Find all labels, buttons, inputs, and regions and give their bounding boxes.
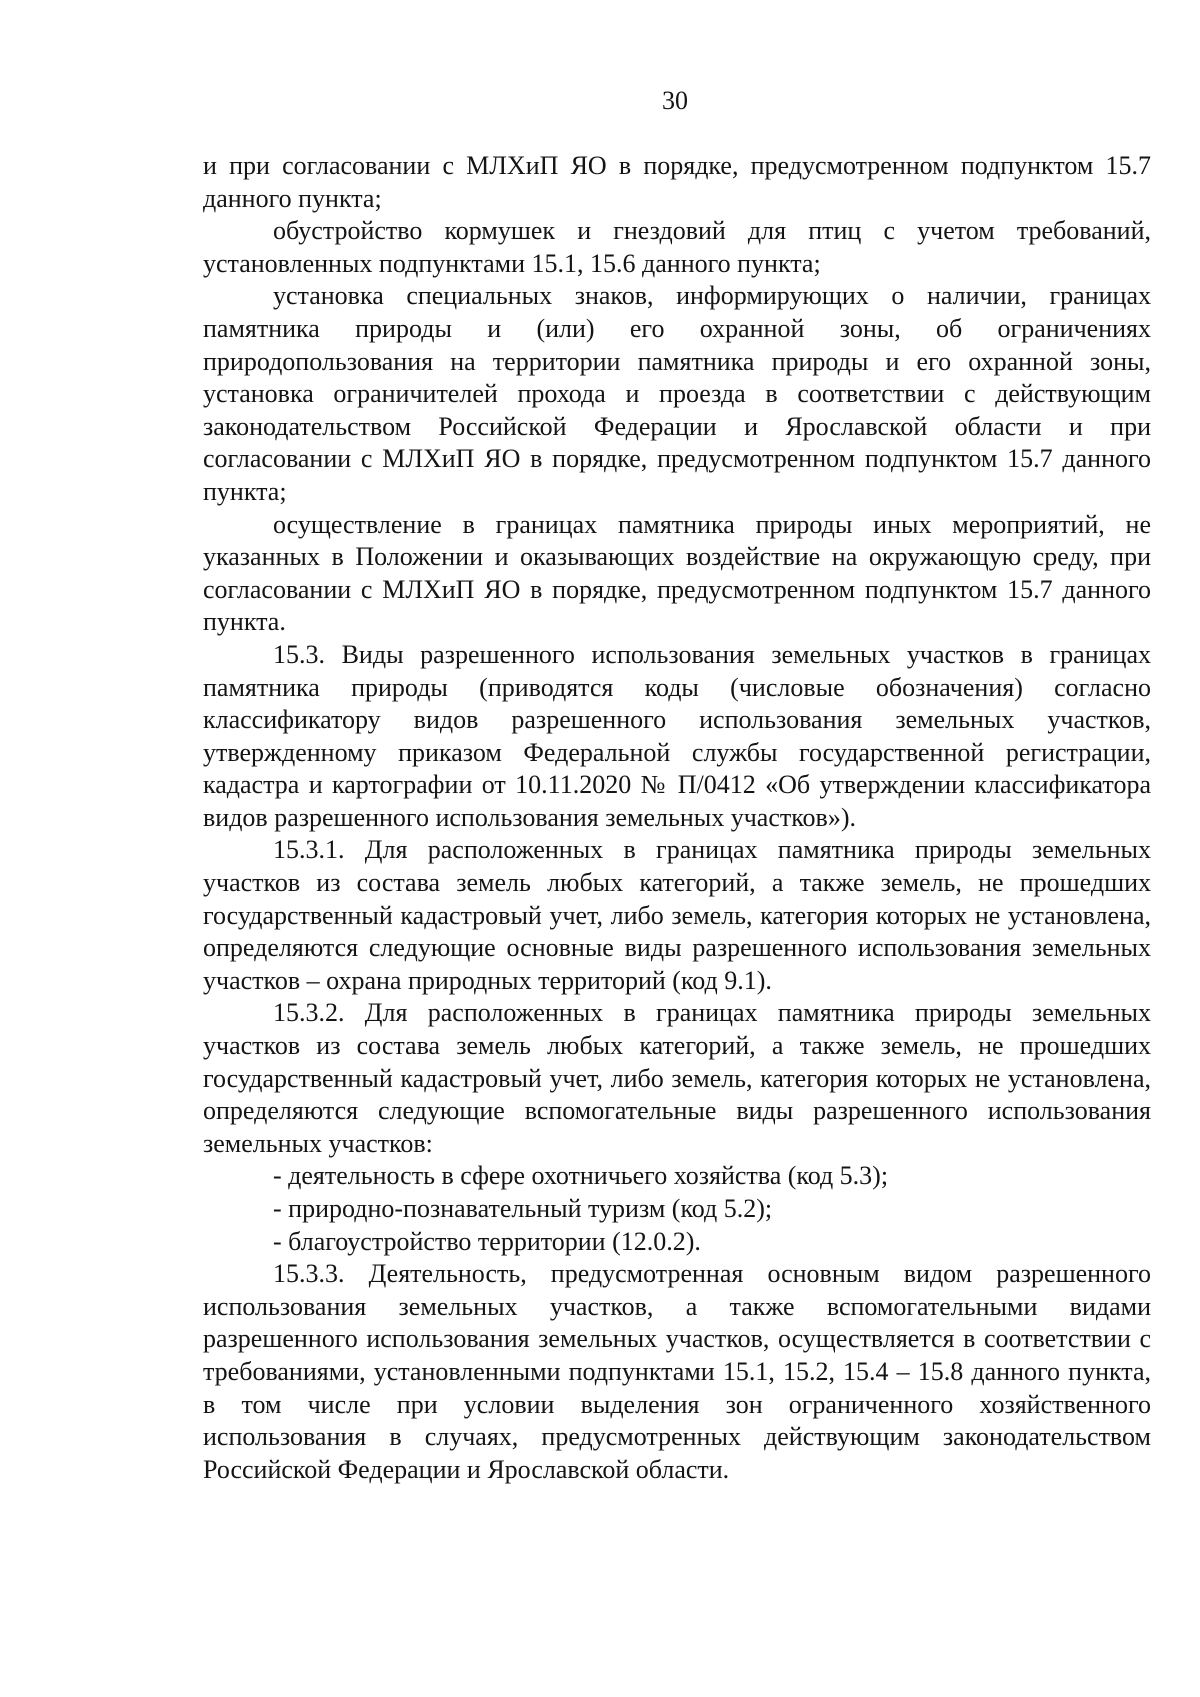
list-item-hunting: - деятельность в сфере охотничьего хозяйства (код 5.3);: [273, 1161, 889, 1191]
document-body: [203, 150, 1151, 1486]
paragraph-continuation: и при согласовании с МЛХиП ЯО в порядке, предусмотренном подпунктом 15.7 данного пункта;: [203, 151, 1151, 213]
paragraph-other-activities: осуществление в границах памятника природы иных мероприятий, не указанных в Положении и оказывающих воздействие на окружающую среду, при согласовании с МЛХиП ЯО в порядке, предусмотренном подпунктом 15.7 данного пункта.: [203, 509, 1151, 637]
list-item-landscaping: - благоустройство территории (12.0.2).: [273, 1226, 701, 1256]
paragraph-15-3-2: 15.3.2. Для расположенных в границах памятника природы земельных участков из состава земель любых категорий, а также земель, не прошедших государственный кадастровый учет, либо земель, категория которых не установлена, определяются следующие вспомогательные виды разрешенного использования земельных участков:: [203, 998, 1151, 1158]
page-number: 30: [662, 86, 688, 115]
paragraph-feeders: обустройство кормушек и гнездовий для птиц с учетом требований, установленных подпунктами 15.1, 15.6 данного пункта;: [203, 216, 1151, 278]
paragraph-15-3-1: 15.3.1. Для расположенных в границах памятника природы земельных участков из состава земель любых категорий, а также земель, не прошедших государственный кадастровый учет, либо земель, категория которых не установлена, определяются следующие основные виды разрешенного использования земельных участков – охрана природных территорий (код 9.1).: [203, 835, 1151, 995]
paragraph-15-3: 15.3. Виды разрешенного использования земельных участков в границах памятника природы (приводятся коды (числовые обозначения) согласно классификатору видов разрешенного использования земельных участков, утвержденному приказом Федеральной службы государственной регистрации, кадастра и картографии от 10.11.2020 № П/0412 «Об утверждении классификатора видов разрешенного использования земельных участков»).: [203, 639, 1151, 832]
list-item-tourism: - природно-познавательный туризм (код 5.2);: [273, 1194, 773, 1223]
paragraph-15-3-3: 15.3.3. Деятельность, предусмотренная основным видом разрешенного использования земельных участков, а также вспомогательными видами разрешенного использования земельных участков, осуществляется в соответствии с требованиями, установленными подпунктами 15.1, 15.2, 15.4 – 15.8 данного пункта, в том числе при условии выделения зон ограниченного хозяйственного использования в случаях, предусмотренных действующим законодательством Российской Федерации и Ярославской области.: [203, 1259, 1151, 1484]
paragraph-signs: установка специальных знаков, информирующих о наличии, границах памятника природы и (или) его охранной зоны, об ограничениях природопользования на территории памятника природы и его охранной зоны, установка ограничителей прохода и проезда в соответствии с действующим законодательством Российской Федерации и Ярославской области и при согласовании с МЛХиП ЯО в порядке, предусмотренном подпунктом 15.7 данного пункта;: [203, 281, 1151, 506]
